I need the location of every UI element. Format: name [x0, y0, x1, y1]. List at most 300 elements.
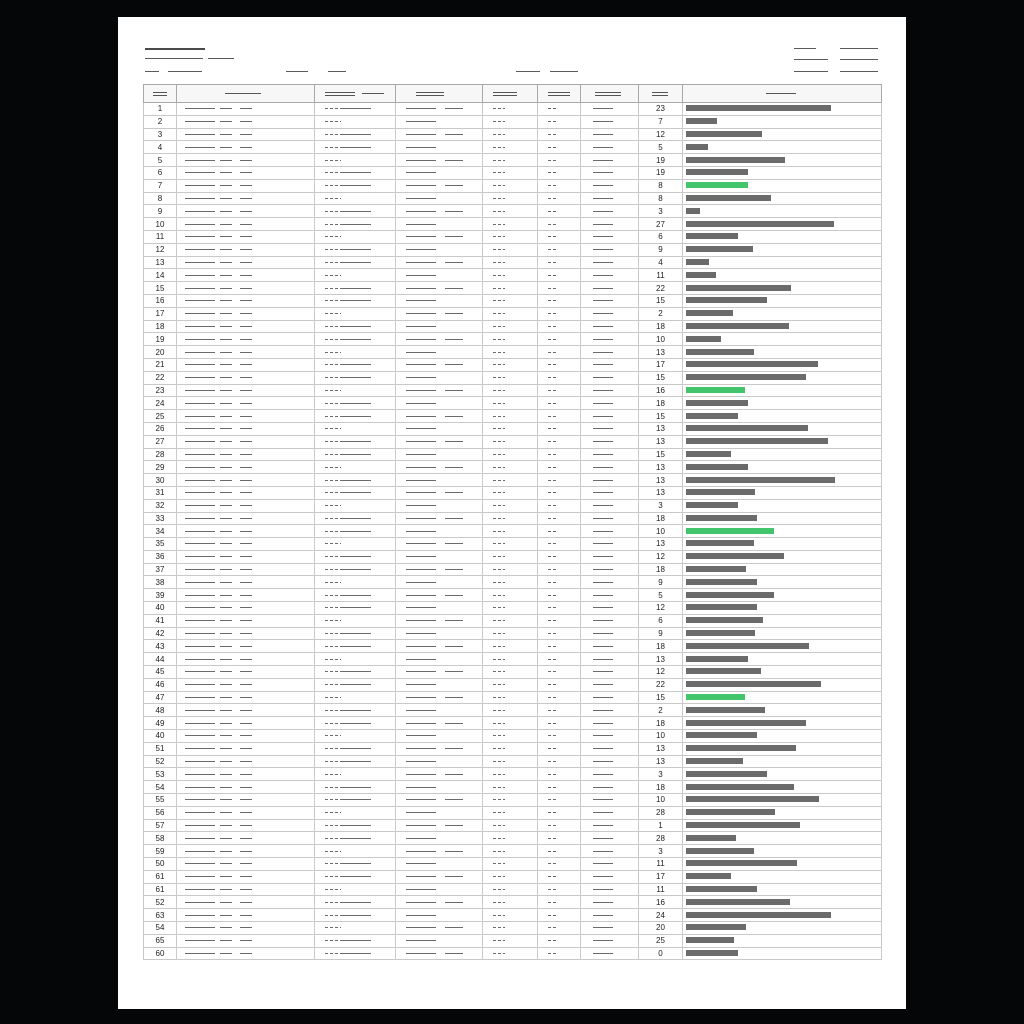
bar-cell	[683, 870, 882, 883]
table-cell	[315, 320, 396, 333]
table-cell	[396, 768, 483, 781]
table-cell	[581, 179, 639, 192]
table-cell	[581, 819, 639, 832]
table-cell	[177, 269, 315, 282]
table-cell	[538, 742, 581, 755]
table-row	[144, 474, 882, 487]
table-cell	[581, 742, 639, 755]
table-cell	[538, 282, 581, 295]
table-cell	[483, 832, 538, 845]
table-cell	[483, 294, 538, 307]
table-cell	[315, 627, 396, 640]
table-cell	[396, 845, 483, 858]
table-row	[144, 640, 882, 653]
table-cell	[315, 870, 396, 883]
table-cell	[396, 435, 483, 448]
table-cell	[538, 474, 581, 487]
row-number: 52	[144, 896, 177, 909]
table-cell	[483, 742, 538, 755]
data-bar	[686, 681, 821, 687]
bar-cell	[683, 806, 882, 819]
bar-cell	[683, 934, 882, 947]
table-cell	[177, 410, 315, 423]
value-cell: 17	[639, 358, 683, 371]
table-cell	[538, 627, 581, 640]
bar-cell	[683, 166, 882, 179]
data-bar	[686, 732, 757, 738]
subtitle-line	[168, 71, 202, 72]
data-bar	[686, 105, 831, 111]
bar-cell	[683, 205, 882, 218]
bar-cell	[683, 627, 882, 640]
table-cell	[177, 781, 315, 794]
table-row	[144, 320, 882, 333]
data-bar	[686, 195, 771, 201]
data-bar	[686, 477, 835, 483]
table-cell	[177, 742, 315, 755]
table-cell	[483, 192, 538, 205]
table-cell	[396, 282, 483, 295]
row-number: 40	[144, 730, 177, 743]
value-cell: 12	[639, 128, 683, 141]
data-bar	[686, 489, 755, 495]
bar-cell	[683, 653, 882, 666]
table-row	[144, 499, 882, 512]
data-bar	[686, 668, 761, 674]
table-cell	[483, 371, 538, 384]
table-cell	[315, 845, 396, 858]
table-body	[144, 103, 882, 960]
bar-cell	[683, 397, 882, 410]
value-cell: 10	[639, 730, 683, 743]
table-cell	[177, 192, 315, 205]
title-line	[145, 48, 205, 50]
bar-cell	[683, 230, 882, 243]
value-cell: 12	[639, 550, 683, 563]
table-cell	[581, 538, 639, 551]
bar-cell	[683, 435, 882, 448]
table-cell	[315, 384, 396, 397]
table-cell	[396, 909, 483, 922]
table-row	[144, 384, 882, 397]
table-cell	[538, 358, 581, 371]
row-number: 20	[144, 346, 177, 359]
table-cell	[538, 896, 581, 909]
table-cell	[483, 525, 538, 538]
table-cell	[315, 154, 396, 167]
table-cell	[315, 806, 396, 819]
row-number: 56	[144, 806, 177, 819]
row-number: 63	[144, 909, 177, 922]
table-cell	[177, 205, 315, 218]
table-cell	[483, 358, 538, 371]
bar-cell	[683, 602, 882, 615]
table-cell	[483, 794, 538, 807]
value-cell: 13	[639, 653, 683, 666]
table-row	[144, 883, 882, 896]
table-cell	[396, 256, 483, 269]
data-bar	[686, 413, 738, 419]
value-cell: 2	[639, 307, 683, 320]
table-cell	[483, 538, 538, 551]
row-number: 17	[144, 307, 177, 320]
table-cell	[538, 307, 581, 320]
table-cell	[396, 205, 483, 218]
table-cell	[483, 896, 538, 909]
value-cell: 25	[639, 934, 683, 947]
row-number: 30	[144, 474, 177, 487]
data-bar	[686, 809, 775, 815]
table-cell	[396, 883, 483, 896]
table-cell	[538, 794, 581, 807]
bar-cell	[683, 589, 882, 602]
table-row	[144, 704, 882, 717]
column-header	[639, 85, 683, 103]
table-cell	[177, 768, 315, 781]
value-cell: 7	[639, 115, 683, 128]
table-cell	[483, 333, 538, 346]
table-cell	[396, 563, 483, 576]
data-bar	[686, 336, 721, 342]
bar-cell	[683, 550, 882, 563]
subtitle-line	[145, 71, 159, 72]
title-line	[208, 58, 234, 59]
table-cell	[177, 538, 315, 551]
value-cell: 13	[639, 346, 683, 359]
table-cell	[396, 896, 483, 909]
table-cell	[315, 704, 396, 717]
table-cell	[483, 128, 538, 141]
row-number: 11	[144, 230, 177, 243]
row-number: 54	[144, 922, 177, 935]
highlighted-bar	[686, 387, 745, 393]
table-cell	[581, 934, 639, 947]
table-cell	[581, 576, 639, 589]
table-cell	[538, 550, 581, 563]
value-cell: 15	[639, 691, 683, 704]
bar-cell	[683, 474, 882, 487]
table-cell	[315, 819, 396, 832]
value-cell: 15	[639, 294, 683, 307]
value-cell: 13	[639, 742, 683, 755]
bar-cell	[683, 486, 882, 499]
row-number: 25	[144, 410, 177, 423]
table-cell	[315, 947, 396, 960]
table-cell	[538, 512, 581, 525]
value-cell: 10	[639, 525, 683, 538]
table-cell	[396, 474, 483, 487]
value-cell: 9	[639, 243, 683, 256]
table-cell	[315, 550, 396, 563]
table-cell	[177, 691, 315, 704]
bar-cell	[683, 269, 882, 282]
table-cell	[396, 947, 483, 960]
table-cell	[538, 717, 581, 730]
table-cell	[396, 730, 483, 743]
data-bar	[686, 899, 790, 905]
table-row	[144, 282, 882, 295]
table-row	[144, 666, 882, 679]
row-number: 35	[144, 538, 177, 551]
table-cell	[483, 256, 538, 269]
meta-line	[794, 71, 828, 72]
table-cell	[315, 691, 396, 704]
table-cell	[483, 717, 538, 730]
table-row	[144, 410, 882, 423]
data-bar	[686, 400, 748, 406]
table-cell	[538, 115, 581, 128]
table-cell	[315, 346, 396, 359]
table-row	[144, 358, 882, 371]
table-cell	[315, 640, 396, 653]
table-cell	[177, 256, 315, 269]
table-cell	[396, 166, 483, 179]
data-bar	[686, 540, 754, 546]
table-cell	[538, 525, 581, 538]
column-header	[483, 85, 538, 103]
subtitle-line	[328, 71, 346, 72]
data-bar	[686, 912, 831, 918]
table-row	[144, 256, 882, 269]
table-cell	[315, 256, 396, 269]
bar-cell	[683, 371, 882, 384]
table-cell	[538, 333, 581, 346]
data-bar	[686, 784, 794, 790]
table-row	[144, 307, 882, 320]
table-cell	[315, 755, 396, 768]
bar-cell	[683, 179, 882, 192]
table-cell	[396, 320, 483, 333]
table-cell	[538, 614, 581, 627]
table-row	[144, 806, 882, 819]
bar-cell	[683, 704, 882, 717]
table-cell	[315, 205, 396, 218]
table-cell	[315, 666, 396, 679]
table-row	[144, 614, 882, 627]
table-cell	[177, 282, 315, 295]
table-cell	[581, 678, 639, 691]
table-cell	[315, 742, 396, 755]
bar-cell	[683, 218, 882, 231]
table-cell	[315, 883, 396, 896]
table-cell	[538, 166, 581, 179]
table-cell	[581, 870, 639, 883]
table-row	[144, 576, 882, 589]
table-cell	[538, 103, 581, 116]
table-cell	[177, 717, 315, 730]
row-number: 29	[144, 461, 177, 474]
table-cell	[315, 435, 396, 448]
table-cell	[581, 832, 639, 845]
table-cell	[315, 103, 396, 116]
bar-cell	[683, 320, 882, 333]
table-cell	[538, 832, 581, 845]
table-cell	[177, 154, 315, 167]
value-cell: 10	[639, 794, 683, 807]
table-cell	[315, 717, 396, 730]
table-cell	[581, 166, 639, 179]
row-number: 9	[144, 205, 177, 218]
value-cell: 15	[639, 410, 683, 423]
table-cell	[396, 115, 483, 128]
data-bar	[686, 873, 731, 879]
table-row	[144, 192, 882, 205]
bar-cell	[683, 333, 882, 346]
row-number: 59	[144, 845, 177, 858]
table-cell	[483, 243, 538, 256]
table-cell	[177, 230, 315, 243]
value-cell: 13	[639, 486, 683, 499]
table-cell	[581, 909, 639, 922]
data-bar	[686, 617, 763, 623]
table-cell	[315, 589, 396, 602]
row-number: 58	[144, 832, 177, 845]
table-cell	[538, 435, 581, 448]
row-number: 32	[144, 499, 177, 512]
table-cell	[177, 474, 315, 487]
table-cell	[177, 512, 315, 525]
data-bar	[686, 451, 731, 457]
row-number: 55	[144, 794, 177, 807]
table-cell	[315, 538, 396, 551]
table-cell	[315, 410, 396, 423]
table-cell	[177, 614, 315, 627]
table-cell	[177, 141, 315, 154]
value-cell: 18	[639, 717, 683, 730]
table-cell	[315, 678, 396, 691]
table-cell	[581, 435, 639, 448]
table-cell	[581, 346, 639, 359]
table-cell	[581, 563, 639, 576]
table-cell	[581, 243, 639, 256]
value-cell: 27	[639, 218, 683, 231]
table-row	[144, 858, 882, 871]
data-bar	[686, 233, 738, 239]
table-cell	[177, 333, 315, 346]
table-cell	[315, 486, 396, 499]
table-cell	[177, 384, 315, 397]
table-cell	[483, 845, 538, 858]
table-cell	[315, 448, 396, 461]
table-cell	[538, 922, 581, 935]
table-cell	[396, 627, 483, 640]
row-number: 46	[144, 678, 177, 691]
table-cell	[581, 218, 639, 231]
table-cell	[581, 614, 639, 627]
table-cell	[396, 422, 483, 435]
value-cell: 28	[639, 806, 683, 819]
table-cell	[177, 653, 315, 666]
table-cell	[483, 947, 538, 960]
table-cell	[581, 461, 639, 474]
bar-cell	[683, 192, 882, 205]
table-cell	[538, 678, 581, 691]
table-cell	[581, 320, 639, 333]
table-cell	[483, 806, 538, 819]
table-cell	[581, 627, 639, 640]
table-cell	[581, 192, 639, 205]
table-cell	[177, 371, 315, 384]
bar-cell	[683, 691, 882, 704]
data-bar	[686, 835, 736, 841]
table-cell	[581, 640, 639, 653]
value-cell: 13	[639, 435, 683, 448]
row-number: 47	[144, 691, 177, 704]
table-cell	[483, 320, 538, 333]
table-cell	[538, 243, 581, 256]
table-cell	[483, 768, 538, 781]
table-cell	[483, 422, 538, 435]
table-cell	[396, 499, 483, 512]
value-cell: 3	[639, 768, 683, 781]
table-cell	[315, 128, 396, 141]
data-bar	[686, 771, 767, 777]
row-number: 34	[144, 525, 177, 538]
meta-line	[840, 48, 878, 49]
row-number: 26	[144, 422, 177, 435]
value-cell: 12	[639, 666, 683, 679]
row-number: 44	[144, 653, 177, 666]
row-number: 60	[144, 947, 177, 960]
table-cell	[483, 781, 538, 794]
table-cell	[315, 282, 396, 295]
table-cell	[538, 704, 581, 717]
table-cell	[315, 192, 396, 205]
table-cell	[483, 103, 538, 116]
table-cell	[538, 230, 581, 243]
bar-cell	[683, 819, 882, 832]
table-cell	[483, 205, 538, 218]
data-bar	[686, 553, 784, 559]
value-cell: 5	[639, 141, 683, 154]
data-bar	[686, 707, 765, 713]
table-cell	[538, 192, 581, 205]
table-cell	[581, 666, 639, 679]
table-cell	[581, 947, 639, 960]
table-cell	[538, 179, 581, 192]
table-cell	[396, 397, 483, 410]
table-cell	[538, 602, 581, 615]
bar-cell	[683, 666, 882, 679]
table-row	[144, 448, 882, 461]
data-table	[143, 84, 882, 960]
table-cell	[581, 474, 639, 487]
table-cell	[581, 550, 639, 563]
value-cell: 16	[639, 896, 683, 909]
table-cell	[396, 640, 483, 653]
data-bar	[686, 425, 808, 431]
column-header	[538, 85, 581, 103]
row-number: 40	[144, 602, 177, 615]
table-cell	[483, 666, 538, 679]
table-cell	[396, 781, 483, 794]
table-cell	[396, 384, 483, 397]
table-cell	[177, 627, 315, 640]
table-cell	[581, 141, 639, 154]
table-cell	[177, 678, 315, 691]
row-number: 42	[144, 627, 177, 640]
bar-cell	[683, 922, 882, 935]
table-cell	[315, 358, 396, 371]
table-cell	[177, 858, 315, 871]
row-number: 43	[144, 640, 177, 653]
table-row	[144, 103, 882, 116]
bar-cell	[683, 243, 882, 256]
table-cell	[315, 730, 396, 743]
meta-line	[840, 59, 878, 60]
table-cell	[483, 691, 538, 704]
data-bar	[686, 950, 738, 956]
